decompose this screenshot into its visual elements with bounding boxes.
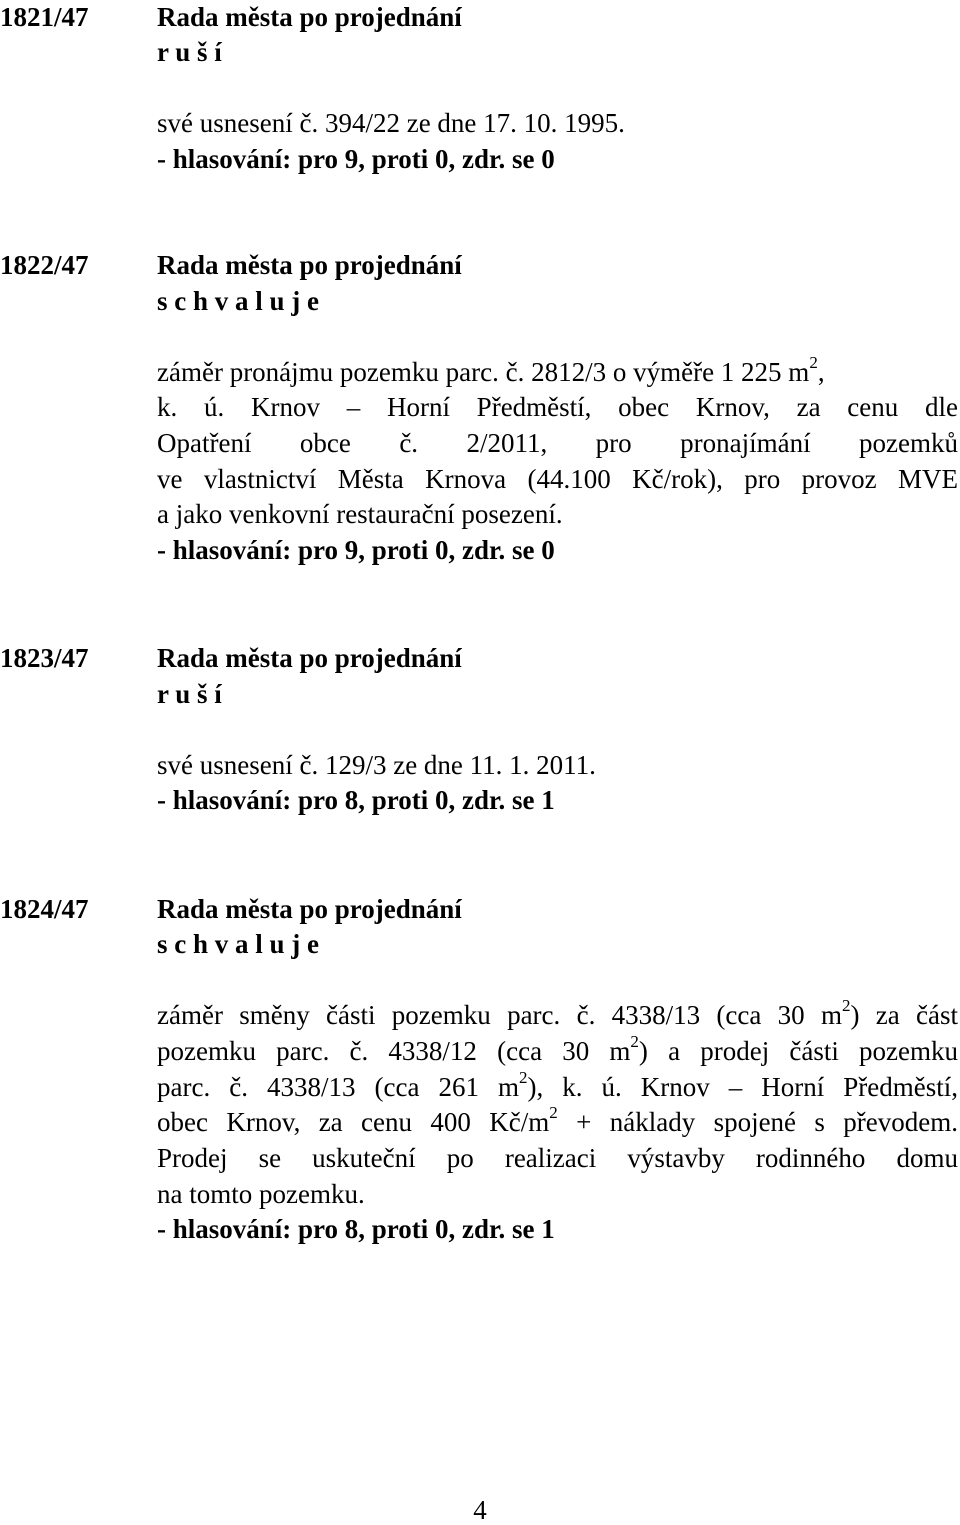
resolution-text-line: pozemku parc. č. 4338/12 (cca 30 $m^2$) a prodej části pozemku xyxy=(157,1032,958,1066)
resolution-verb: r u š í xyxy=(157,679,222,709)
resolution-text-line: parc. č. 4338/13 (cca 261 $m^2$), k. ú. Krnov – Horní Předměstí, xyxy=(157,1068,958,1102)
vote-result: - hlasování: pro 8, proti 0, zdr. se 1 xyxy=(157,785,555,815)
resolution-text-line: obec Krnov, za cenu 400 $Kč/m^2$ + náklady spojené s převodem. xyxy=(157,1103,959,1137)
superscript: 2 xyxy=(518,1068,528,1087)
vote-result: - hlasování: pro 9, proti 0, zdr. se 0 xyxy=(157,535,555,565)
superscript: 2 xyxy=(549,1103,558,1122)
resolution-verb: s c h v a l u j e xyxy=(157,929,319,959)
superscript: 2 xyxy=(809,353,818,372)
resolution-heading: Rada města po projednání xyxy=(157,894,462,924)
resolution-number: 1822/47 xyxy=(0,250,89,280)
resolution-text-line: k. ú. Krnov – Horní Předměstí, obec Krnov, za cenu dle xyxy=(157,392,958,422)
resolution-text-line: ve vlastnictví Města Krnova (44.100 Kč/rok), pro provoz MVE xyxy=(157,464,958,494)
resolution-text-line: záměr směny části pozemku parc. č. 4338/13 (cca 30 $m^2$) za část xyxy=(157,996,959,1030)
page-number: 4 xyxy=(473,1495,487,1525)
resolution-text-line: své usnesení č. 394/22 ze dne 17. 10. 1995. xyxy=(157,108,625,138)
resolution-verb: s c h v a l u j e xyxy=(157,286,319,316)
resolution-heading: Rada města po projednání xyxy=(157,250,462,280)
vote-result: - hlasování: pro 9, proti 0, zdr. se 0 xyxy=(157,144,555,174)
resolution-text-line: své usnesení č. 129/3 ze dne 11. 1. 2011. xyxy=(157,750,596,780)
vote-result: - hlasování: pro 8, proti 0, zdr. se 1 xyxy=(157,1214,555,1244)
resolution-number: 1824/47 xyxy=(0,894,89,924)
resolution-text-line: a jako venkovní restaurační posezení. xyxy=(157,499,563,529)
resolution-text-line: Opatření obce č. 2/2011, pro pronajímání pozemků xyxy=(157,428,958,458)
resolution-heading: Rada města po projednání xyxy=(157,2,462,32)
resolution-text-line: záměr pronájmu pozemku parc. č. 2812/3 o výměře 1 225 $m^2$, xyxy=(157,353,825,387)
resolution-number: 1821/47 xyxy=(0,2,89,32)
resolution-heading: Rada města po projednání xyxy=(157,643,462,673)
superscript: 2 xyxy=(841,996,851,1015)
superscript: 2 xyxy=(630,1032,639,1051)
resolution-text-line: na tomto pozemku. xyxy=(157,1179,365,1209)
resolution-number: 1823/47 xyxy=(0,643,89,673)
resolution-verb: r u š í xyxy=(157,37,222,67)
resolution-text-line: Prodej se uskuteční po realizaci výstavby rodinného domu xyxy=(157,1143,958,1173)
